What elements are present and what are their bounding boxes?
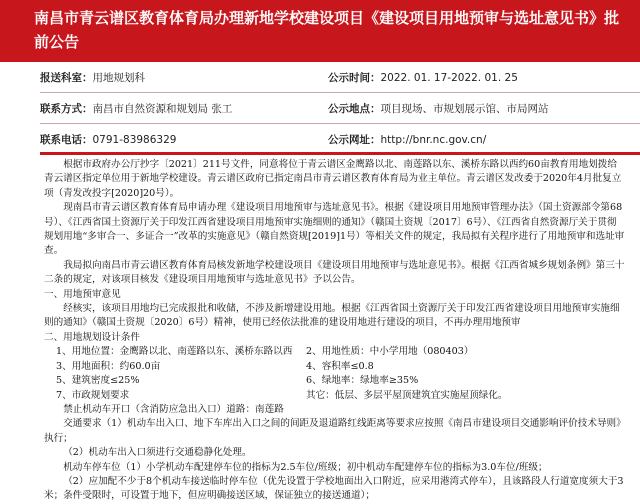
announcement-body [0, 155, 640, 504]
meta-row-phone [40, 124, 640, 154]
conditions-row-3 [44, 374, 626, 388]
condition-far: 4、容积率≤0.8 [306, 360, 374, 372]
place-value: 项目现场、市规划展示馆、市局网站 [380, 102, 549, 115]
paragraph-no-access-road: 禁止机动车开口（含消防应急出入口）道路：南莲路 [63, 403, 284, 415]
meta-table [0, 62, 640, 152]
condition-other: 其它：低层、多层平屋顶建筑宜实施屋顶绿化。 [306, 389, 508, 401]
conditions-row-1 [44, 345, 626, 359]
meta-place [328, 101, 549, 116]
site-link[interactable]: http://bnr.nc.gov.cn/ [380, 133, 487, 146]
paragraph-parking-2: （2）应加配不少于8个机动车接送临时停车位（优先设置于学校地面出入口附近，应采用港湾式停车），且该路段人行道宽度须大于3米；条件受限时，可设置于地下，但应明确接送区域，保证独立的接送通道）； [44, 475, 624, 502]
meta-phone [40, 132, 328, 147]
period-label: 公示时间： [328, 71, 381, 84]
heading-planning-conditions: 二、用地规划设计条件 [44, 331, 140, 343]
period-value: 2022. 01. 17-2022. 01. 25 [380, 71, 518, 84]
contact-value: 南昌市自然资源和规划局 张工 [92, 102, 233, 115]
phone-value: 0791-83986329 [92, 133, 177, 146]
heading-preliminary-review: 一、用地预审意见 [44, 288, 121, 300]
conditions-row-4 [44, 389, 626, 403]
condition-green-ratio: 6、绿地率：绿地率≥35% [306, 375, 419, 387]
contact-label: 联系方式： [40, 102, 93, 115]
meta-period [328, 70, 518, 85]
paragraph-application: 现南昌市青云谱区教育体育局申请办理《建设项目用地预审与选址意见书》。根据《建设项目用地预审管理办法》（国土资源部令第68号）、《江西省国土资源厅关于印发江西省建设项目用地预审实施细则的通知》（赣国土资规〔2017〕6号）、《江西省自然资源厅关于贯彻规划用地“多审合一、多证合一”改革的实施意见》（赣自然资规[2019]1号）等相关文件的规定，我局拟有关程序进行了用地预审和选址审查。 [44, 202, 625, 257]
paragraph-issuance: 我局拟向南昌市青云谱区教育体育局核发新地学校建设项目《建设项目用地预审与选址意见书》。根据《江西省城乡规划条例》第三十二条的规定，对该项目核发《建设项目用地预审与选址意见书》予以公告。 [44, 259, 625, 286]
paragraph-basis: 根据市政府办公厅抄字〔2021〕211号文件，同意将位于青云谱区金鹰路以北、南莲路以东、溪桥东路以西约60亩教育用地划拨给青云谱区指定单位用于新地学校建设。青云谱区政府已指定南昌市青云谱区教育体育局为业主单位。青云谱区发改委于2020年4月批复立项（青发改投字[2020]20号）。 [44, 159, 622, 199]
paragraph-parking-1: 机动车停车位（1）小学机动车配建停车位的指标为2.5车位/班级；初中机动车配建停车位的指标为3.0车位/班级； [63, 461, 548, 473]
site-label: 公示网址： [328, 133, 381, 146]
paragraph-traffic-2: （2）机动车出入口须进行交通稳静化处理。 [63, 447, 252, 459]
place-label: 公示地点： [328, 102, 381, 115]
page-title: 南昌市青云谱区教育体育局办理新地学校建设项目《建设项目用地预审与选址意见书》批前公告 [0, 0, 640, 62]
meta-row-contact [40, 93, 640, 124]
paragraph-review-opinion: 经核实，该项目用地均已完成报批和收储，不涉及新增建设用地。根据《江西省国土资源厅关于印发江西省建设项目用地预审实施细则的通知》（赣国土资规〔2020〕6号）精神，使用已经依法批准的建设用地进行建设的项目，不再办理用地预审 [44, 303, 620, 329]
condition-location: 1、用地位置：金鹰路以北、南莲路以东、溪桥东路以西 [56, 346, 293, 358]
meta-site [328, 132, 486, 147]
condition-land-use: 2、用地性质：中小学用地（080403） [306, 346, 474, 358]
dept-value: 用地规划科 [92, 71, 145, 84]
dept-label: 报送科室： [40, 71, 93, 84]
phone-label: 联系电话： [40, 133, 93, 146]
condition-municipal: 7、市政规划要求 [56, 389, 130, 401]
condition-density: 5、建筑密度≤25% [56, 375, 140, 387]
meta-row-dept [40, 62, 640, 93]
condition-area: 3、用地面积：约60.0亩 [56, 360, 161, 372]
paragraph-traffic-1: 交通要求（1）机动车出入口、地下车库出入口之间的间距及退道路红线距离等要求应按照《南昌市建设项目交通影响评价技术导则》执行； [44, 418, 626, 444]
meta-contact [40, 101, 328, 116]
meta-dept [40, 70, 328, 85]
conditions-row-2 [44, 360, 626, 374]
